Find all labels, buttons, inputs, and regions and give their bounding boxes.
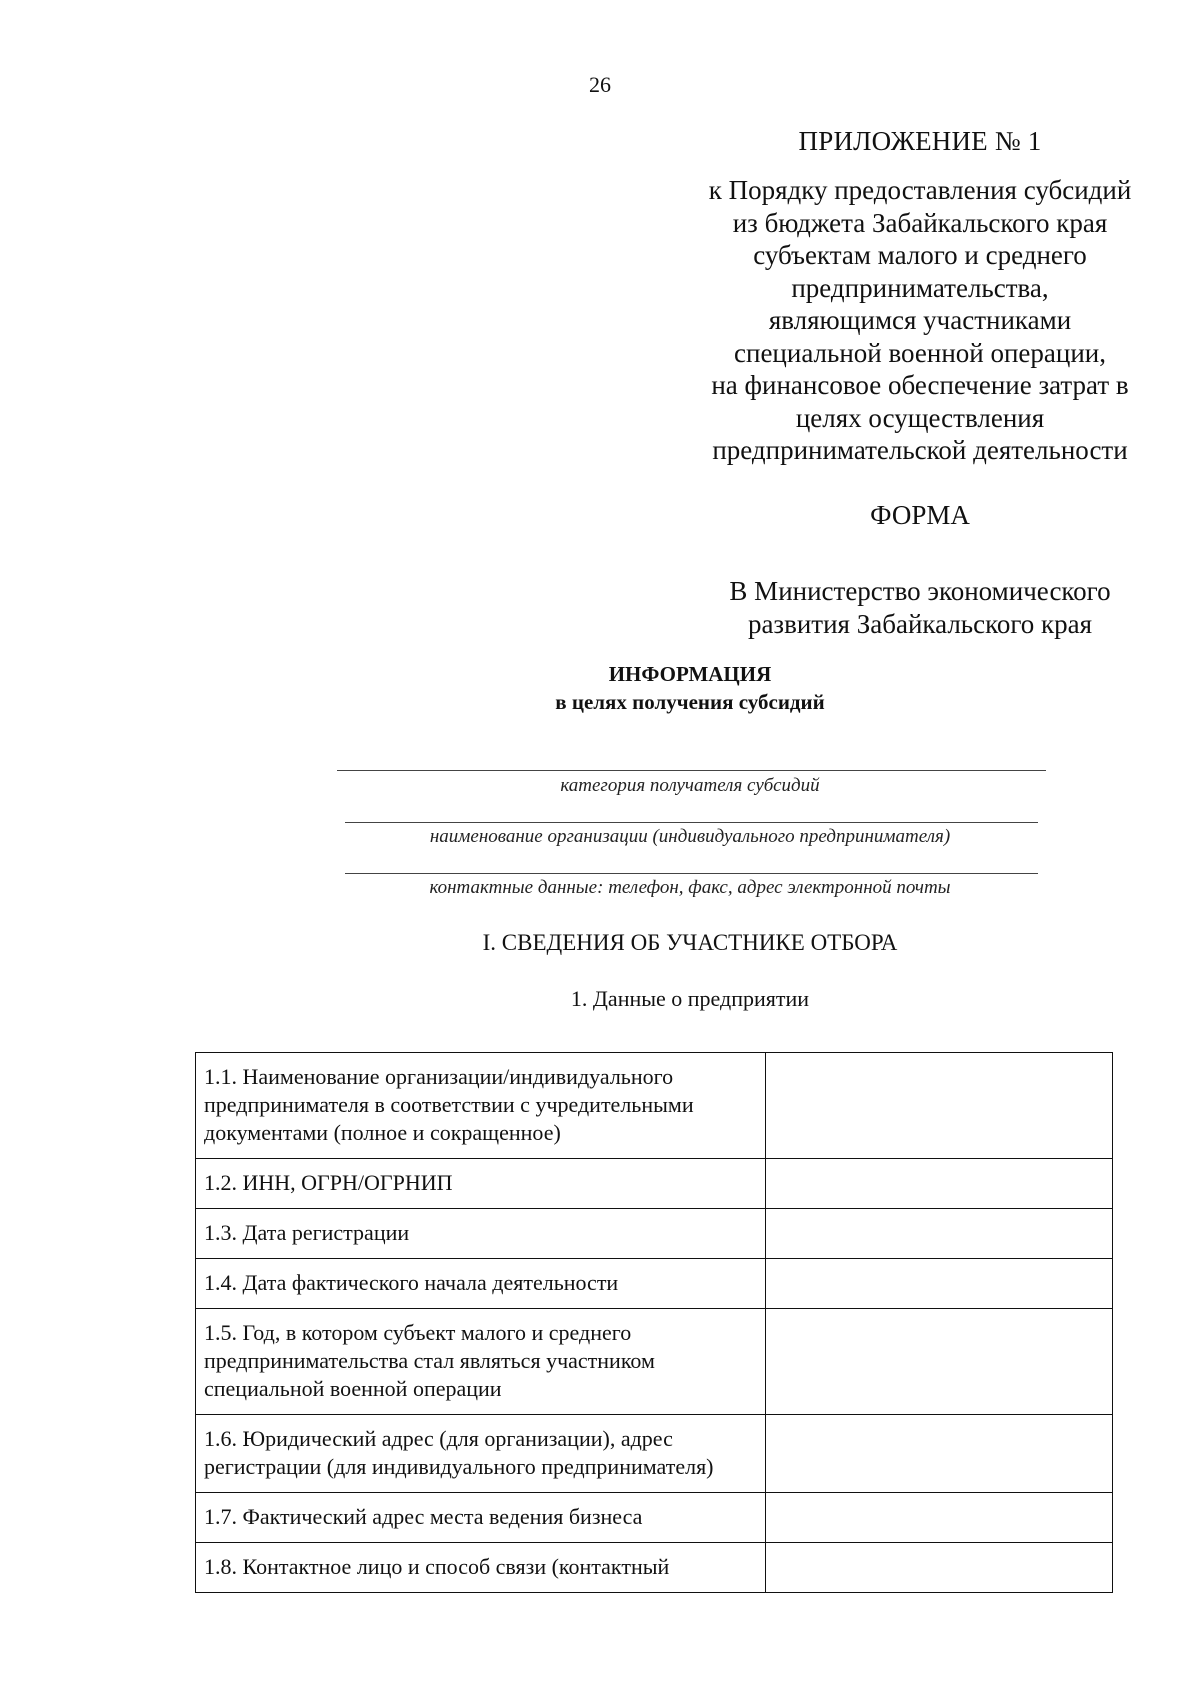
enterprise-data-table [195,1052,1113,1593]
row-label: 1.4. Дата фактического начала деятельности [196,1259,766,1309]
row-value-cell[interactable] [766,1415,1113,1493]
table-row [196,1309,1113,1415]
fill-line-organization[interactable] [345,822,1038,823]
appendix-title: ПРИЛОЖЕНИЕ № 1 [798,126,1042,156]
document-subtitle: в целях получения субсидий [555,690,825,714]
form-label: ФОРМА [870,500,970,530]
addressee-line: В Министерство экономического [729,576,1111,606]
row-label: 1.7. Фактический адрес места ведения бизнеса [196,1493,766,1543]
table-row [196,1053,1113,1159]
table-row [196,1543,1113,1593]
table-row [196,1259,1113,1309]
fill-line-category[interactable] [337,770,1046,771]
document-heading [300,660,1080,716]
addressee [640,575,1200,640]
table-row [196,1415,1113,1493]
row-label: 1.3. Дата регистрации [196,1209,766,1259]
appendix-subtitle-line: целях осуществления [795,402,1045,433]
appendix-subtitle [640,174,1200,467]
addressee-line: развития Забайкальского края [747,608,1093,639]
document-title: ИНФОРМАЦИЯ [608,662,772,686]
table-row [196,1209,1113,1259]
appendix-subtitle-line: предпринимательства, [791,272,1049,303]
row-value-cell[interactable] [766,1309,1113,1415]
row-value-cell[interactable] [766,1543,1113,1593]
appendix-subtitle-line: из бюджета Забайкальского края [732,207,1108,238]
appendix-subtitle-line: предпринимательской деятельности [712,435,1128,465]
fill-caption-category: категория получателя субсидий [560,775,820,796]
appendix-subtitle-line: к Порядку предоставления субсидий [708,175,1132,205]
table-row [196,1493,1113,1543]
row-value-cell[interactable] [766,1259,1113,1309]
row-value-cell[interactable] [766,1053,1113,1159]
appendix-subtitle-line: специальной военной операции, [734,337,1106,368]
row-label: 1.1. Наименование организации/индивидуального предпринимателя в соответствии с учредительными документами (полное и сокращенное) [196,1053,766,1159]
fill-caption-contacts: контактные данные: телефон, факс, адрес электронной почты [429,877,951,898]
row-label: 1.5. Год, в котором субъект малого и среднего предпринимательства стал являться участником специальной военной операции [196,1309,766,1415]
row-value-cell[interactable] [766,1493,1113,1543]
row-value-cell[interactable] [766,1209,1113,1259]
subsection-title: 1. Данные о предприятии [570,986,810,1011]
page-number: 26 [589,72,611,97]
fill-caption-organization: наименование организации (индивидуального предпринимателя) [429,826,951,847]
section-title: I. СВЕДЕНИЯ ОБ УЧАСТНИКЕ ОТБОРА [482,930,898,955]
appendix-subtitle-line: являющимся участниками [768,305,1072,335]
appendix-subtitle-line: на финансовое обеспечение затрат в [711,370,1129,400]
fill-line-contacts[interactable] [345,873,1038,874]
row-value-cell[interactable] [766,1159,1113,1209]
row-label: 1.6. Юридический адрес (для организации), адрес регистрации (для индивидуального предпринимателя) [196,1415,766,1493]
table-row [196,1159,1113,1209]
row-label: 1.2. ИНН, ОГРН/ОГРНИП [196,1159,766,1209]
row-label: 1.8. Контактное лицо и способ связи (контактный [196,1543,766,1593]
appendix-subtitle-line: субъектам малого и среднего [753,240,1087,270]
